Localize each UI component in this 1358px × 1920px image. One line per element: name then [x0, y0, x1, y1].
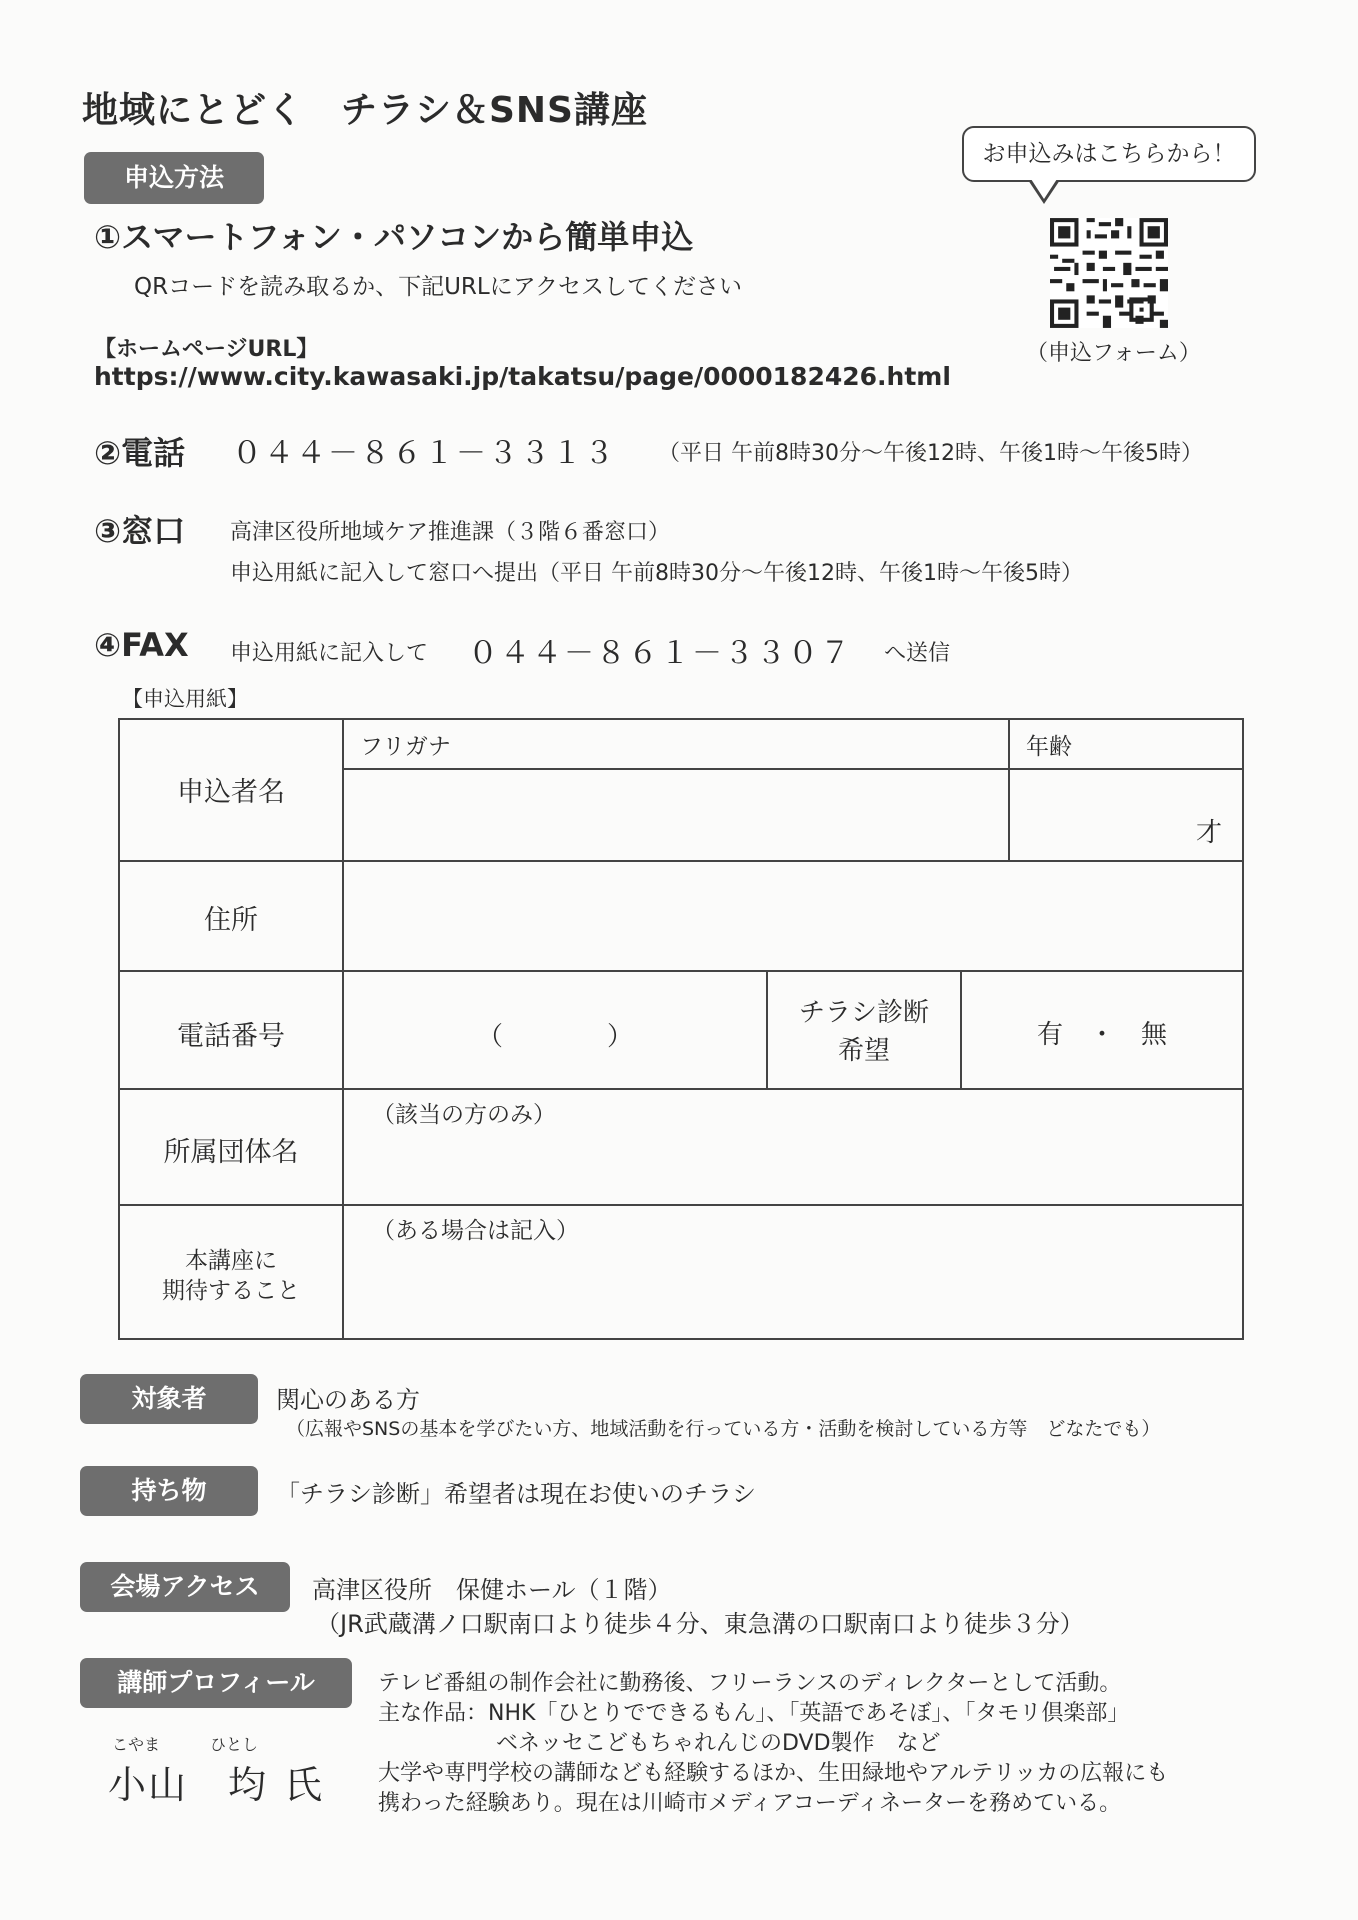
homepage-url-link[interactable]: https://www.city.kawasaki.jp/takatsu/page/0000182426.html: [94, 362, 951, 391]
lecturer-family-name: 小山: [108, 1763, 189, 1807]
counter-location: 高津区役所地域ケア推進課（３階６番窓口）: [230, 520, 671, 545]
address-input[interactable]: [344, 862, 1242, 970]
fax-prefix: 申込用紙に記入して: [230, 641, 429, 666]
target-label: 対象者: [80, 1374, 258, 1424]
name-ruby-1: こやま: [112, 1735, 161, 1754]
group-note: （該当の方のみ）: [372, 1102, 556, 1128]
phone-column-divider: [766, 970, 768, 1088]
counter-hours: 申込用紙に記入して窓口へ提出（平日 午前8時30分～午後12時、午後1時～午後5時）: [230, 561, 1083, 586]
method3-heading: ③窓口: [94, 512, 186, 550]
venue-line1: 高津区役所 保健ホール（１階）: [312, 1576, 672, 1604]
expectation-label-2: 期待すること: [162, 1278, 300, 1304]
method2-heading: ②電話: [94, 434, 186, 472]
phone-number: ０４４－８６１－３３１３: [232, 436, 616, 471]
profile-line5: 携わった経験あり。現在は川崎市メディアコーディネーターを務めている。: [378, 1791, 1122, 1816]
profile-line2: 主な作品：NHK「ひとりでできるもん」、「英語であそぼ」、「タモリ倶楽部」: [378, 1701, 1130, 1726]
form-row-divider: [120, 1204, 1242, 1206]
address-label: 住所: [204, 905, 258, 936]
form-row-divider: [120, 1088, 1242, 1090]
profile-label: 講師プロフィール: [80, 1658, 352, 1708]
apply-method-label: 申込方法: [84, 152, 264, 204]
items-text: 「チラシ診断」希望者は現在お使いのチラシ: [276, 1480, 756, 1508]
age-input[interactable]: [1010, 770, 1210, 860]
profile-line3: ベネッセこどもちゃれんじのDVD製作 など: [496, 1731, 941, 1756]
expectation-note: （ある場合は記入）: [372, 1218, 579, 1244]
profile-line4: 大学や専門学校の講師なども経験するほか、生田緑地やアルテリッカの広報にも: [378, 1761, 1169, 1786]
application-form-table: [118, 718, 1244, 1340]
form-label: 【申込用紙】: [122, 687, 248, 711]
form-row-divider: [120, 970, 1242, 972]
expectation-input[interactable]: [344, 1244, 1242, 1338]
group-label: 所属団体名: [163, 1137, 299, 1168]
expectation-label: 本講座に: [185, 1248, 277, 1274]
furigana-label: フリガナ: [360, 734, 451, 760]
page-title: 地域にとどく チラシ＆SNS講座: [82, 90, 648, 131]
target-line1: 関心のある方: [276, 1386, 420, 1414]
lecturer-given-name: 均: [228, 1763, 269, 1807]
qr-caption: （申込フォーム）: [1026, 341, 1201, 366]
phone-label: 電話番号: [177, 1021, 285, 1052]
name-input[interactable]: [344, 770, 1008, 860]
flyer-diagnosis-label: チラシ診断: [798, 998, 929, 1028]
name-ruby-2: ひとし: [210, 1735, 259, 1754]
phone-hours: （平日 午前8時30分～午後12時、午後1時～午後5時）: [658, 441, 1203, 466]
url-label: 【ホームページURL】: [94, 337, 319, 362]
method4-heading: ④FAX: [94, 626, 189, 664]
target-line2: （広報やSNSの基本を学びたい方、地域活動を行っている方・活動を検討している方等 どなたでも）: [286, 1418, 1161, 1440]
method1-description: QRコードを読み取るか、下記URLにアクセスしてください: [134, 274, 743, 300]
age-label: 年齢: [1026, 734, 1072, 760]
fax-suffix: へ送信: [884, 641, 951, 666]
flyer-diagnosis-label-2: 希望: [837, 1036, 890, 1066]
venue-line2: （JR武蔵溝ノ口駅南口より徒歩４分、東急溝の口駅南口より徒歩３分）: [316, 1610, 1084, 1638]
method1-heading: ①スマートフォン・パソコンから簡単申込: [94, 218, 694, 256]
lecturer-honorific: 氏: [284, 1763, 325, 1807]
callout-tail-inner: [1031, 179, 1057, 199]
flyer-diagnosis-options[interactable]: 有 ・ 無: [1036, 1020, 1167, 1050]
age-unit: 才: [1196, 818, 1223, 848]
apply-callout: お申込みはこちらから！: [962, 126, 1256, 182]
items-label: 持ち物: [80, 1466, 258, 1516]
phone-input[interactable]: （ ）: [476, 1022, 633, 1052]
name-label: 申込者名: [177, 777, 285, 808]
fax-number: ０４４－８６１－３３０７: [468, 636, 852, 671]
venue-label: 会場アクセス: [80, 1562, 290, 1612]
qr-code-icon[interactable]: [1050, 218, 1168, 328]
profile-line1: テレビ番組の制作会社に勤務後、フリーランスのディレクターとして活動。: [378, 1671, 1122, 1696]
group-input[interactable]: [344, 1126, 1242, 1204]
